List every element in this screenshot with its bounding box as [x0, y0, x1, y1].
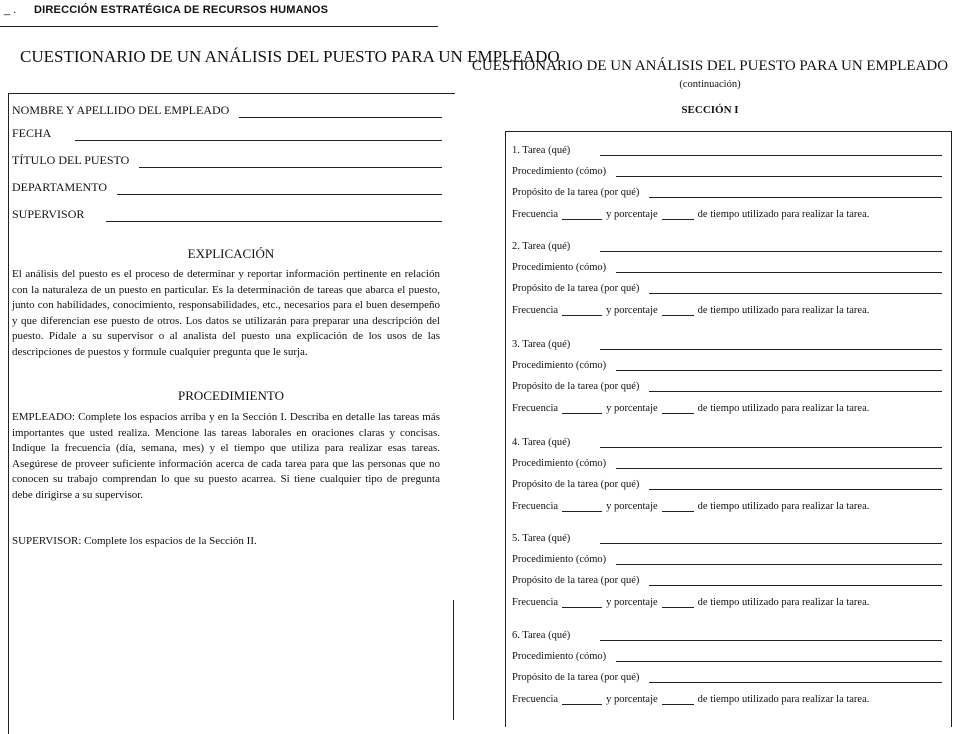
purpose-line[interactable] — [649, 382, 942, 392]
frequency-blank[interactable] — [562, 502, 602, 512]
left-page-right-edge — [453, 600, 454, 720]
procedure-label: Procedimiento (cómo) — [512, 458, 607, 469]
department-name: DIRECCIÓN ESTRATÉGICA DE RECURSOS HUMANOS — [34, 4, 329, 16]
field-label: TÍTULO DEL PUESTO — [12, 153, 130, 167]
frequency-blank[interactable] — [562, 695, 602, 705]
task-label: 1. Tarea (qué) — [512, 145, 571, 156]
left-page-title: CUESTIONARIO DE UN ANÁLISIS DEL PUESTO PARA UN EMPLEADO — [20, 47, 560, 66]
field-job-title[interactable] — [12, 148, 442, 168]
task-block-2 — [512, 238, 942, 334]
task-block-5 — [512, 530, 942, 626]
procedimiento-heading: PROCEDIMIENTO — [178, 388, 284, 403]
task-label: 6. Tarea (qué) — [512, 630, 571, 641]
frequency-blank[interactable] — [562, 306, 602, 316]
frequency-blank[interactable] — [562, 210, 602, 220]
department-line[interactable] — [117, 182, 442, 195]
right-page-title: CUESTIONARIO DE UN ANÁLISIS DEL PUESTO PARA UN EMPLEADO — [471, 58, 949, 74]
time-label: de tiempo utilizado para realizar la tarea. — [697, 209, 870, 220]
task-block-3 — [512, 336, 942, 432]
procedure-line[interactable] — [616, 555, 942, 565]
field-label: DEPARTAMENTO — [12, 180, 107, 194]
task-line[interactable] — [600, 631, 942, 641]
task-line[interactable] — [600, 146, 942, 156]
task-block-1 — [512, 142, 942, 238]
header-mark: _ . — [4, 4, 17, 16]
task-label: 4. Tarea (qué) — [512, 437, 571, 448]
percentage-blank[interactable] — [662, 306, 694, 316]
purpose-label: Propósito de la tarea (por qué) — [512, 672, 640, 683]
percentage-label: y porcentaje — [606, 305, 658, 316]
purpose-label: Propósito de la tarea (por qué) — [512, 575, 640, 586]
task-line[interactable] — [600, 242, 942, 252]
procedure-label: Procedimiento (cómo) — [512, 166, 607, 177]
percentage-blank[interactable] — [662, 502, 694, 512]
frequency-blank[interactable] — [562, 598, 602, 608]
percentage-blank[interactable] — [662, 210, 694, 220]
task-block-6 — [512, 627, 942, 723]
percentage-label: y porcentaje — [606, 209, 658, 220]
procedure-line[interactable] — [616, 167, 942, 177]
field-label: NOMBRE Y APELLIDO DEL EMPLEADO — [12, 103, 230, 117]
purpose-label: Propósito de la tarea (por qué) — [512, 479, 640, 490]
percentage-label: y porcentaje — [606, 403, 658, 414]
frequency-blank[interactable] — [562, 404, 602, 414]
job-title-line[interactable] — [139, 155, 442, 168]
frequency-label: Frecuencia — [512, 597, 559, 608]
supervisor-instructions: SUPERVISOR: Complete los espacios de la Sección II. — [12, 535, 257, 547]
percentage-blank[interactable] — [662, 404, 694, 414]
time-label: de tiempo utilizado para realizar la tarea. — [697, 403, 870, 414]
procedure-line[interactable] — [616, 459, 942, 469]
field-label: FECHA — [12, 126, 52, 140]
task-label: 5. Tarea (qué) — [512, 533, 571, 544]
field-date[interactable] — [12, 121, 442, 141]
purpose-line[interactable] — [649, 673, 942, 683]
frequency-label: Frecuencia — [512, 209, 559, 220]
procedure-line[interactable] — [616, 652, 942, 662]
employee-name-line[interactable] — [239, 105, 442, 118]
explicacion-heading: EXPLICACIÓN — [187, 246, 275, 261]
procedure-line[interactable] — [616, 263, 942, 273]
procedure-label: Procedimiento (cómo) — [512, 554, 607, 565]
time-label: de tiempo utilizado para realizar la tarea. — [697, 597, 870, 608]
task-block-4 — [512, 434, 942, 530]
percentage-label: y porcentaje — [606, 597, 658, 608]
frequency-label: Frecuencia — [512, 501, 559, 512]
purpose-label: Propósito de la tarea (por qué) — [512, 283, 640, 294]
procedimiento-text: EMPLEADO: Complete los espacios arriba y en la Sección I. Describa en detalle las tareas más importantes que usted realiza. Mencione las tareas laborales en oraciones claras y concisas. Indique la frecuencia (día, semana, mes) y el tiempo que utiliza para realizar esas tareas. Asegúrese de proveer suficiente información acerca de cada tarea para que las personas que no conocen su trabajo comprendan lo que su puesto acarrea. Si tiene cualquier tipo de pregunta debe dirigirse a su supervisor. — [12, 411, 440, 501]
procedure-label: Procedimiento (cómo) — [512, 651, 607, 662]
procedure-label: Procedimiento (cómo) — [512, 262, 607, 273]
task-line[interactable] — [600, 534, 942, 544]
procedure-line[interactable] — [616, 361, 942, 371]
percentage-label: y porcentaje — [606, 501, 658, 512]
frequency-label: Frecuencia — [512, 694, 559, 705]
field-supervisor[interactable] — [12, 202, 442, 222]
section-heading: SECCIÓN I — [681, 104, 739, 116]
field-department[interactable] — [12, 175, 442, 195]
purpose-label: Propósito de la tarea (por qué) — [512, 381, 640, 392]
purpose-line[interactable] — [649, 284, 942, 294]
time-label: de tiempo utilizado para realizar la tarea. — [697, 694, 870, 705]
task-line[interactable] — [600, 438, 942, 448]
percentage-blank[interactable] — [662, 695, 694, 705]
time-label: de tiempo utilizado para realizar la tarea. — [697, 305, 870, 316]
frequency-label: Frecuencia — [512, 403, 559, 414]
percentage-label: y porcentaje — [606, 694, 658, 705]
purpose-label: Propósito de la tarea (por qué) — [512, 187, 640, 198]
continuation-label: (continuación) — [679, 79, 741, 90]
time-label: de tiempo utilizado para realizar la tarea. — [697, 501, 870, 512]
purpose-line[interactable] — [649, 576, 942, 586]
task-label: 3. Tarea (qué) — [512, 339, 571, 350]
procedure-label: Procedimiento (cómo) — [512, 360, 607, 371]
purpose-line[interactable] — [649, 188, 942, 198]
field-label: SUPERVISOR — [12, 207, 85, 221]
explicacion-text: El análisis del puesto es el proceso de determinar y reportar información pertinente en relación con la naturaleza de un puesto en particular. Es la determinación de tareas que abarca el puesto, junto con habilidades, conocimiento, responsabilidades, etc., necesarios para el buen desempeño y que diferencian ese puesto de otros. Los datos se utilizarán para preparar una descripción del puesto. Pídale a su supervisor o al analista del puesto una explicación de los usos de las descripciones de puestos y formule cualquier pregunta que le surja. — [12, 268, 440, 358]
purpose-line[interactable] — [649, 480, 942, 490]
supervisor-line[interactable] — [106, 209, 442, 222]
field-employee-name[interactable] — [12, 98, 442, 118]
frequency-label: Frecuencia — [512, 305, 559, 316]
task-label: 2. Tarea (qué) — [512, 241, 571, 252]
percentage-blank[interactable] — [662, 598, 694, 608]
date-line[interactable] — [75, 128, 442, 141]
header-rule — [0, 26, 438, 27]
task-line[interactable] — [600, 340, 942, 350]
